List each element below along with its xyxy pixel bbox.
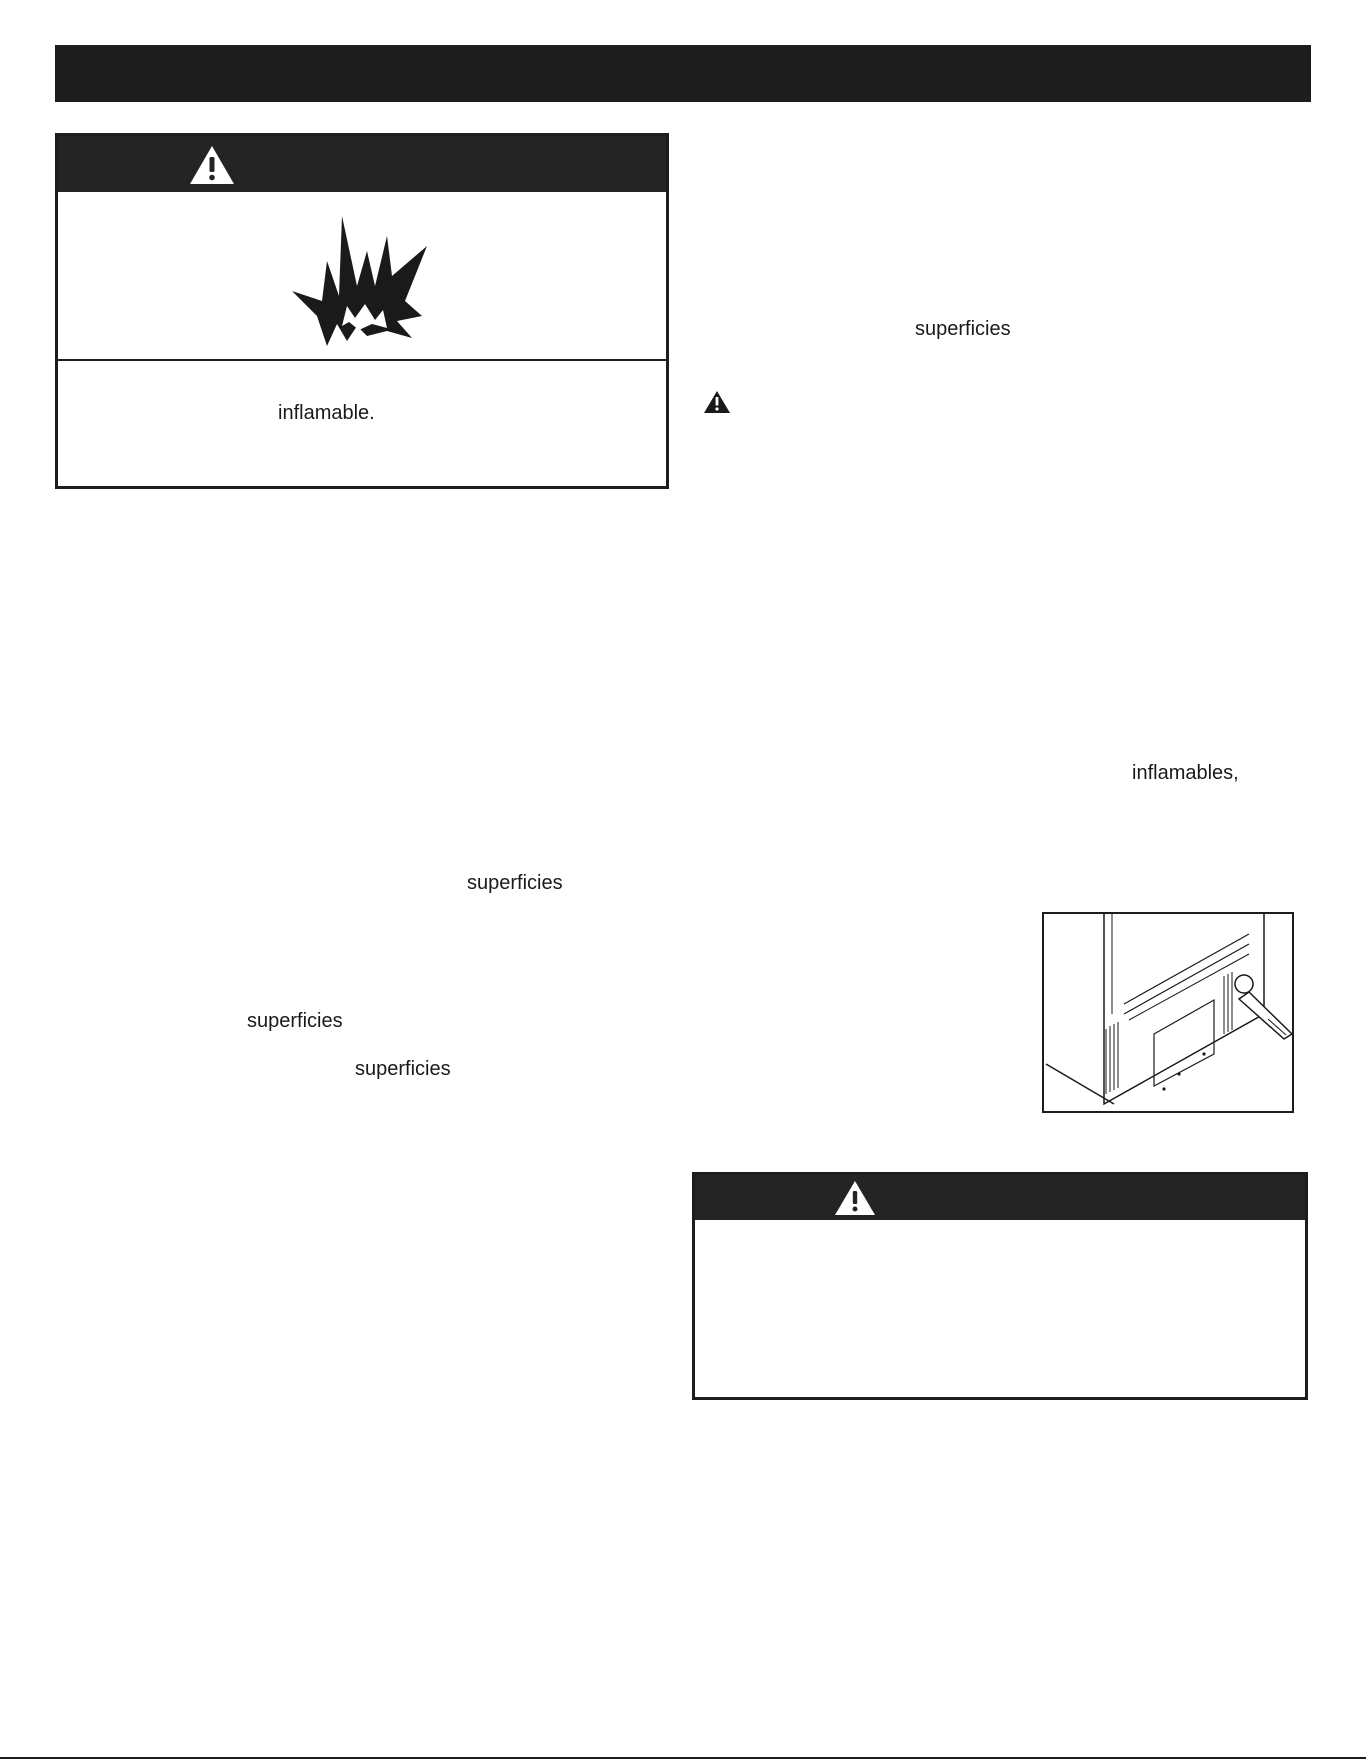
refrigerator-condenser-figure <box>1042 912 1294 1113</box>
left-word-superficies-3: superficies <box>355 1058 451 1080</box>
explosion-warning-box <box>55 133 669 489</box>
right-warning-box <box>692 1172 1308 1400</box>
section-header-bar <box>55 45 1311 102</box>
warning-body-word: inflamable. <box>278 402 375 424</box>
left-word-superficies-2: superficies <box>247 1010 343 1032</box>
page-bottom-rule <box>0 1757 1366 1759</box>
explosion-icon <box>287 206 447 356</box>
warning-triangle-icon <box>703 390 731 414</box>
warning-divider <box>58 359 666 361</box>
warning-triangle-icon <box>833 1179 877 1217</box>
refrigerator-back-illustration <box>1044 914 1292 1111</box>
warning-header <box>58 136 666 192</box>
left-word-superficies-1: superficies <box>467 872 563 894</box>
right-word-superficies: superficies <box>915 318 1011 340</box>
warning-header <box>695 1175 1305 1220</box>
right-word-inflamables: inflamables, <box>1132 762 1239 784</box>
warning-triangle-icon <box>188 144 236 186</box>
